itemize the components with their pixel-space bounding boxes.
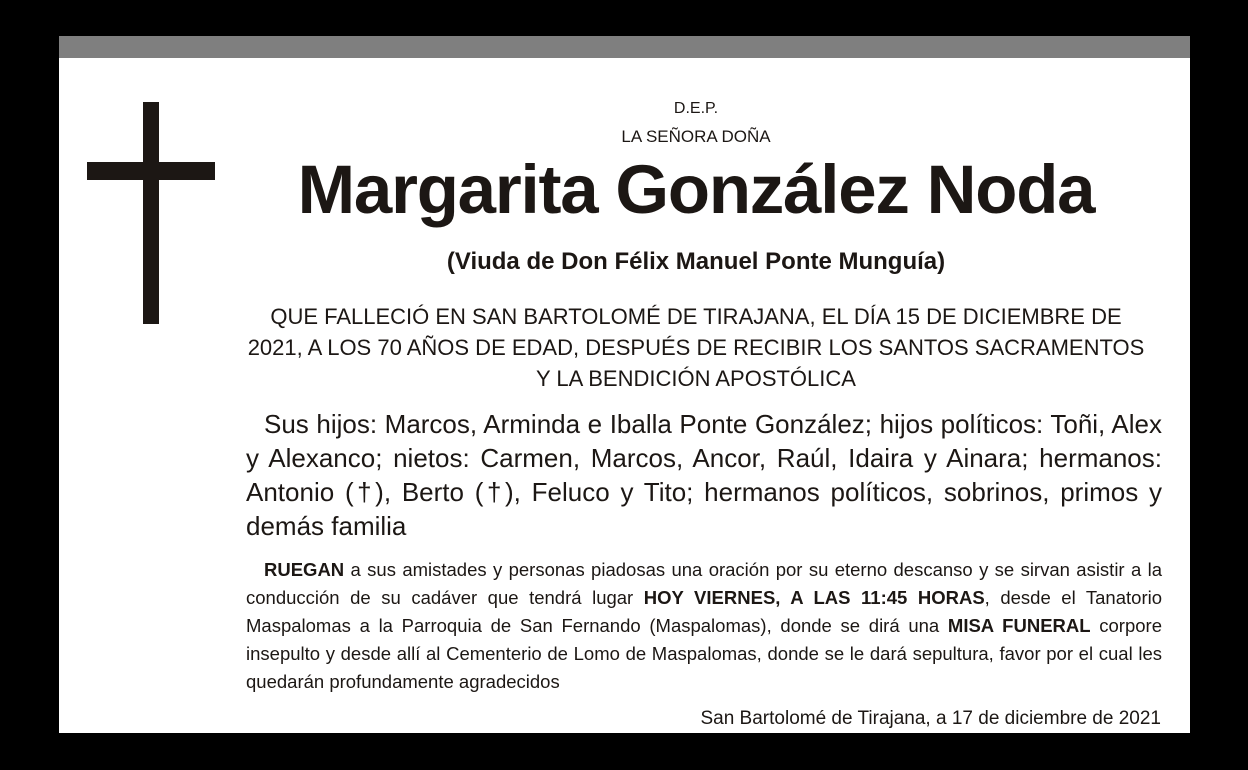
death-notice: QUE FALLECIÓ EN SAN BARTOLOMÉ DE TIRAJANA, EL DÍA 15 DE DICIEMBRE DE 2021, A LOS 70 AÑOS DE EDAD, DESPUÉS DE RECIBIR LOS SANTOS SACRAMENTOS Y LA BENDICIÓN APOSTÓLICA [247, 304, 1145, 391]
request-text-2: , desde el Tanatorio Maspalomas a la Parroquia de San Fernando (Maspalomas), donde se dirá una [246, 587, 1163, 636]
place-date-signature: San Bartolomé de Tirajana, a 17 de diciembre de 2021 [700, 708, 1161, 729]
obituary-card [59, 36, 1190, 733]
cross-vertical-bar [143, 102, 159, 324]
cross-horizontal-bar [87, 162, 215, 180]
widow-note: (Viuda de Don Félix Manuel Ponte Munguía) [446, 248, 946, 275]
family-list: Sus hijos: Marcos, Arminda e Iballa Ponte González; hijos políticos: Toñi, Alex y Alexanco; nietos: Carmen, Marcos, Ancor, Raúl, Idaira y Ainara; hermanos: Antonio (†), Berto (†), Feluco y Tito; hermanos políticos, sobrinos, primos y demás familia [246, 409, 1162, 541]
request-time: HOY VIERNES, A LAS 11:45 HORAS [643, 587, 985, 608]
deceased-name: Margarita González Noda [297, 151, 1095, 228]
honorific-title: LA SEÑORA DOÑA [621, 127, 771, 146]
dep-heading: D.E.P. [673, 100, 719, 117]
request-text-3: corpore insepulto y desde allí al Cementerio de Lomo de Maspalomas, donde se le dará sepultura, favor por el cual les quedarán profundamente agradecidos [246, 615, 1162, 692]
request-lead: RUEGAN [264, 559, 345, 580]
funeral-request [246, 556, 1162, 696]
request-text-1: a sus amistades y personas piadosas una oración por su eterno descanso y se sirvan asistir a la conducción de su cadáver que tendrá lugar [246, 559, 1162, 608]
request-mass: MISA FUNERAL [947, 615, 1091, 636]
